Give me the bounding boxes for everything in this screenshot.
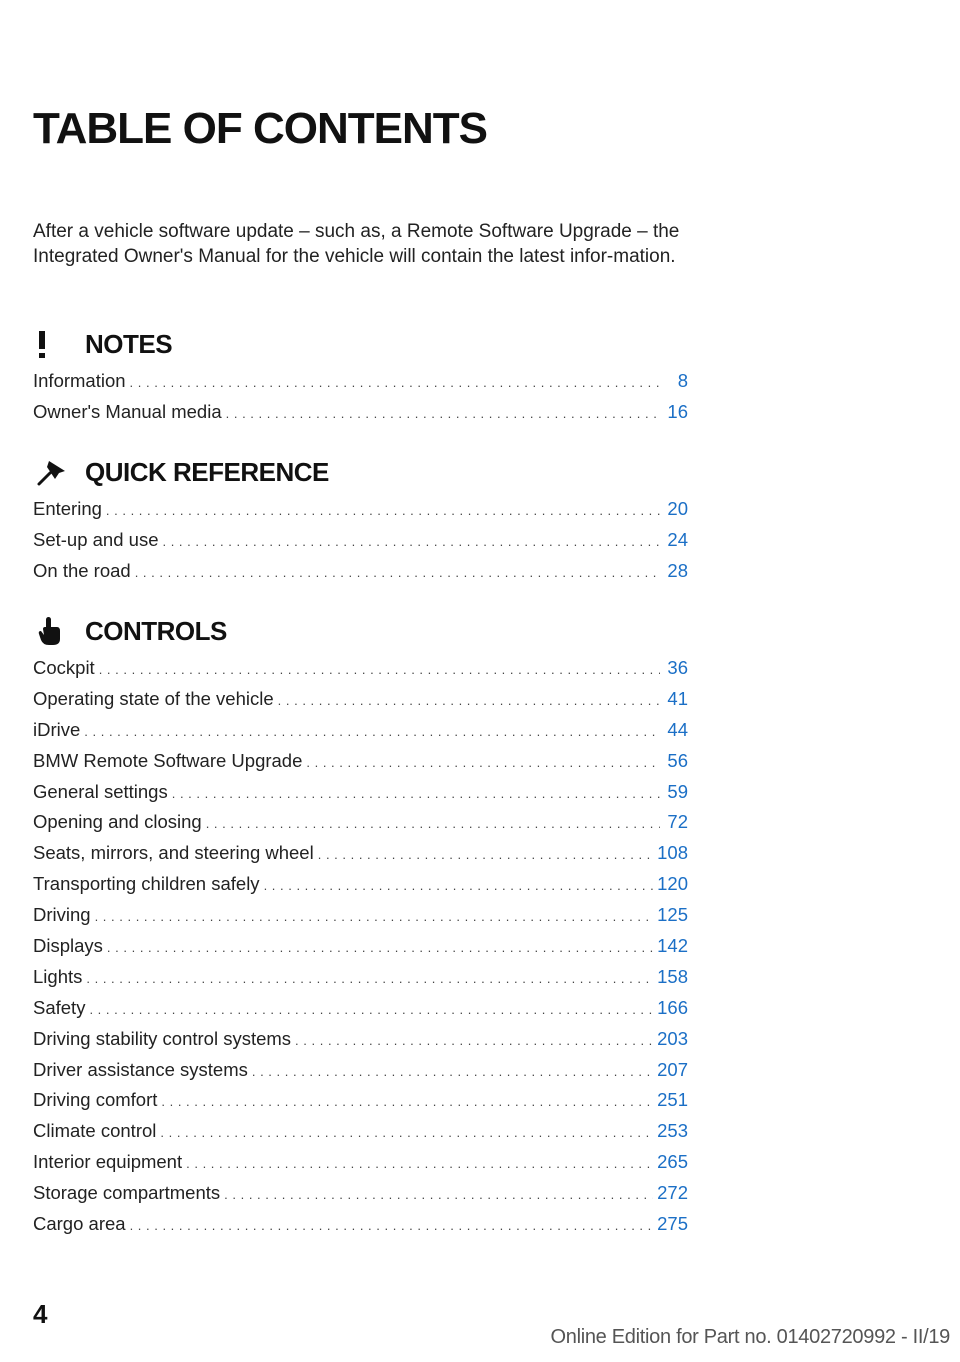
- toc-page-link[interactable]: 36: [667, 657, 688, 678]
- toc-entry[interactable]: [33, 1213, 688, 1244]
- toc-leader-dots: [306, 755, 660, 770]
- section-quick-reference: [33, 452, 688, 591]
- section-title: NOTES: [85, 328, 173, 359]
- toc-entry[interactable]: [33, 1089, 688, 1120]
- pushpin-icon: [33, 452, 85, 492]
- section-title: QUICK REFERENCE: [85, 456, 329, 487]
- toc-leader-dots: [107, 940, 653, 955]
- toc-leader-dots: [162, 534, 660, 549]
- toc-entry[interactable]: [33, 688, 688, 719]
- toc-page-link[interactable]: 275: [657, 1213, 688, 1235]
- toc-entry-label: Interior equipment: [33, 1151, 183, 1173]
- toc-entry[interactable]: [33, 529, 688, 560]
- toc-page-link[interactable]: 265: [657, 1151, 688, 1173]
- toc-leader-dots: [106, 503, 660, 518]
- intro-paragraph: After a vehicle software update – such as, a Remote Software Upgrade – the Integrated Owner's Manual for the vehicle will contain the latest infor-mation.: [33, 221, 680, 267]
- toc-page-link[interactable]: 41: [667, 687, 688, 709]
- toc-leader-dots: [206, 816, 660, 831]
- toc-entry[interactable]: [33, 873, 688, 904]
- toc-entry-label: Seats, mirrors, and steering wheel: [33, 842, 314, 864]
- toc-entry-label: Safety: [33, 996, 86, 1018]
- toc-entry[interactable]: [33, 1028, 688, 1059]
- exclamation-icon: [33, 324, 85, 364]
- toc-entry[interactable]: [33, 935, 688, 966]
- toc-entry-label: On the road: [33, 559, 131, 581]
- toc-entry-label: Driver assistance systems: [33, 1058, 248, 1080]
- toc-leader-dots: [224, 1187, 653, 1202]
- toc-entry-label: Owner's Manual media: [33, 400, 222, 422]
- toc-entry-label: BMW Remote Software Upgrade: [33, 749, 303, 771]
- toc-entry-label: Climate control: [33, 1120, 157, 1142]
- toc-entry[interactable]: [33, 997, 688, 1028]
- toc-page-link[interactable]: 108: [657, 842, 688, 864]
- toc-leader-dots: [295, 1033, 653, 1048]
- toc-page-link[interactable]: 158: [657, 965, 688, 987]
- toc-entry-label: Cargo area: [33, 1213, 126, 1235]
- toc-page-link[interactable]: 59: [667, 780, 688, 802]
- toc-entry-label: General settings: [33, 780, 168, 802]
- toc-entry[interactable]: [33, 1151, 688, 1182]
- toc-page-link[interactable]: 28: [667, 559, 688, 581]
- section-notes: [33, 324, 688, 432]
- toc-list: [33, 498, 688, 591]
- toc-entry[interactable]: [33, 498, 688, 529]
- toc-page-link[interactable]: 166: [657, 996, 688, 1018]
- toc-entry[interactable]: [33, 966, 688, 997]
- toc-entry[interactable]: [33, 401, 688, 432]
- toc-leader-dots: [130, 375, 660, 390]
- section-controls: [33, 611, 688, 1244]
- toc-page-link[interactable]: 207: [657, 1058, 688, 1080]
- toc-entry[interactable]: [33, 811, 688, 842]
- toc-entry-label: Driving comfort: [33, 1089, 158, 1111]
- toc-leader-dots: [226, 406, 660, 421]
- toc-entry[interactable]: [33, 1182, 688, 1213]
- toc-entry-label: Driving: [33, 904, 91, 926]
- toc-leader-dots: [89, 1002, 653, 1017]
- toc-page-link[interactable]: 272: [657, 1182, 688, 1204]
- toc-leader-dots: [84, 724, 660, 739]
- toc-page-link[interactable]: 253: [657, 1120, 688, 1142]
- section-header: [33, 611, 688, 651]
- page-title: TABLE OF CONTENTS: [33, 104, 487, 153]
- toc-leader-dots: [161, 1094, 653, 1109]
- toc-page-link[interactable]: 20: [667, 498, 688, 519]
- toc-entry-label: iDrive: [33, 718, 81, 740]
- toc-entry-label: Information: [33, 370, 126, 391]
- toc-entry-label: Driving stability control systems: [33, 1027, 292, 1049]
- toc-entry-label: Set-up and use: [33, 528, 159, 550]
- toc-list: [33, 370, 688, 432]
- toc-entry[interactable]: [33, 719, 688, 750]
- toc-page-link[interactable]: 8: [677, 370, 688, 391]
- toc-entry-label: Displays: [33, 935, 103, 957]
- toc-leader-dots: [99, 662, 660, 677]
- section-title: CONTROLS: [85, 615, 227, 646]
- toc-page-link[interactable]: 251: [657, 1089, 688, 1111]
- toc-page-link[interactable]: 44: [667, 718, 688, 740]
- toc-leader-dots: [135, 565, 660, 580]
- toc-page-link[interactable]: 203: [657, 1027, 688, 1049]
- toc-leader-dots: [86, 971, 653, 986]
- toc-entry-label: Entering: [33, 498, 102, 519]
- toc-page-link[interactable]: 120: [657, 873, 688, 895]
- toc-leader-dots: [318, 847, 653, 862]
- toc-entry[interactable]: [33, 370, 688, 401]
- toc-entry[interactable]: [33, 1120, 688, 1151]
- page-number: 4: [33, 1299, 48, 1329]
- toc-leader-dots: [264, 878, 654, 893]
- toc-entry[interactable]: [33, 1059, 688, 1090]
- toc-entry-label: Lights: [33, 965, 83, 987]
- toc-list: [33, 657, 688, 1244]
- section-header: [33, 452, 688, 492]
- section-header: [33, 324, 688, 364]
- toc-leader-dots: [160, 1125, 653, 1140]
- toc-entry-label: Operating state of the vehicle: [33, 687, 274, 709]
- toc-entry[interactable]: [33, 904, 688, 935]
- toc-leader-dots: [278, 693, 660, 708]
- toc-page-link[interactable]: 56: [667, 749, 688, 771]
- pointing-hand-icon: [33, 611, 85, 651]
- toc-entry-label: Opening and closing: [33, 811, 202, 833]
- toc-leader-dots: [95, 909, 654, 924]
- toc-page-link[interactable]: 142: [657, 935, 688, 957]
- toc-leader-dots: [186, 1156, 653, 1171]
- toc-leader-dots: [172, 786, 660, 801]
- toc-entry[interactable]: [33, 657, 688, 688]
- toc-entry[interactable]: [33, 842, 688, 873]
- toc-page-link[interactable]: 24: [667, 528, 688, 550]
- toc-entry[interactable]: [33, 781, 688, 812]
- toc-page-link[interactable]: 16: [667, 400, 688, 422]
- toc-entry[interactable]: [33, 750, 688, 781]
- toc-page-link[interactable]: 125: [657, 904, 688, 926]
- toc-leader-dots: [252, 1064, 653, 1079]
- toc-entry-label: Cockpit: [33, 657, 95, 678]
- toc-entry-label: Transporting children safely: [33, 873, 260, 895]
- toc-entry-label: Storage compartments: [33, 1182, 221, 1204]
- toc-leader-dots: [130, 1218, 654, 1233]
- toc-page-link[interactable]: 72: [667, 811, 688, 833]
- toc-entry[interactable]: [33, 560, 688, 591]
- footer-edition: Online Edition for Part no. 01402720992 - II/19: [550, 1326, 950, 1348]
